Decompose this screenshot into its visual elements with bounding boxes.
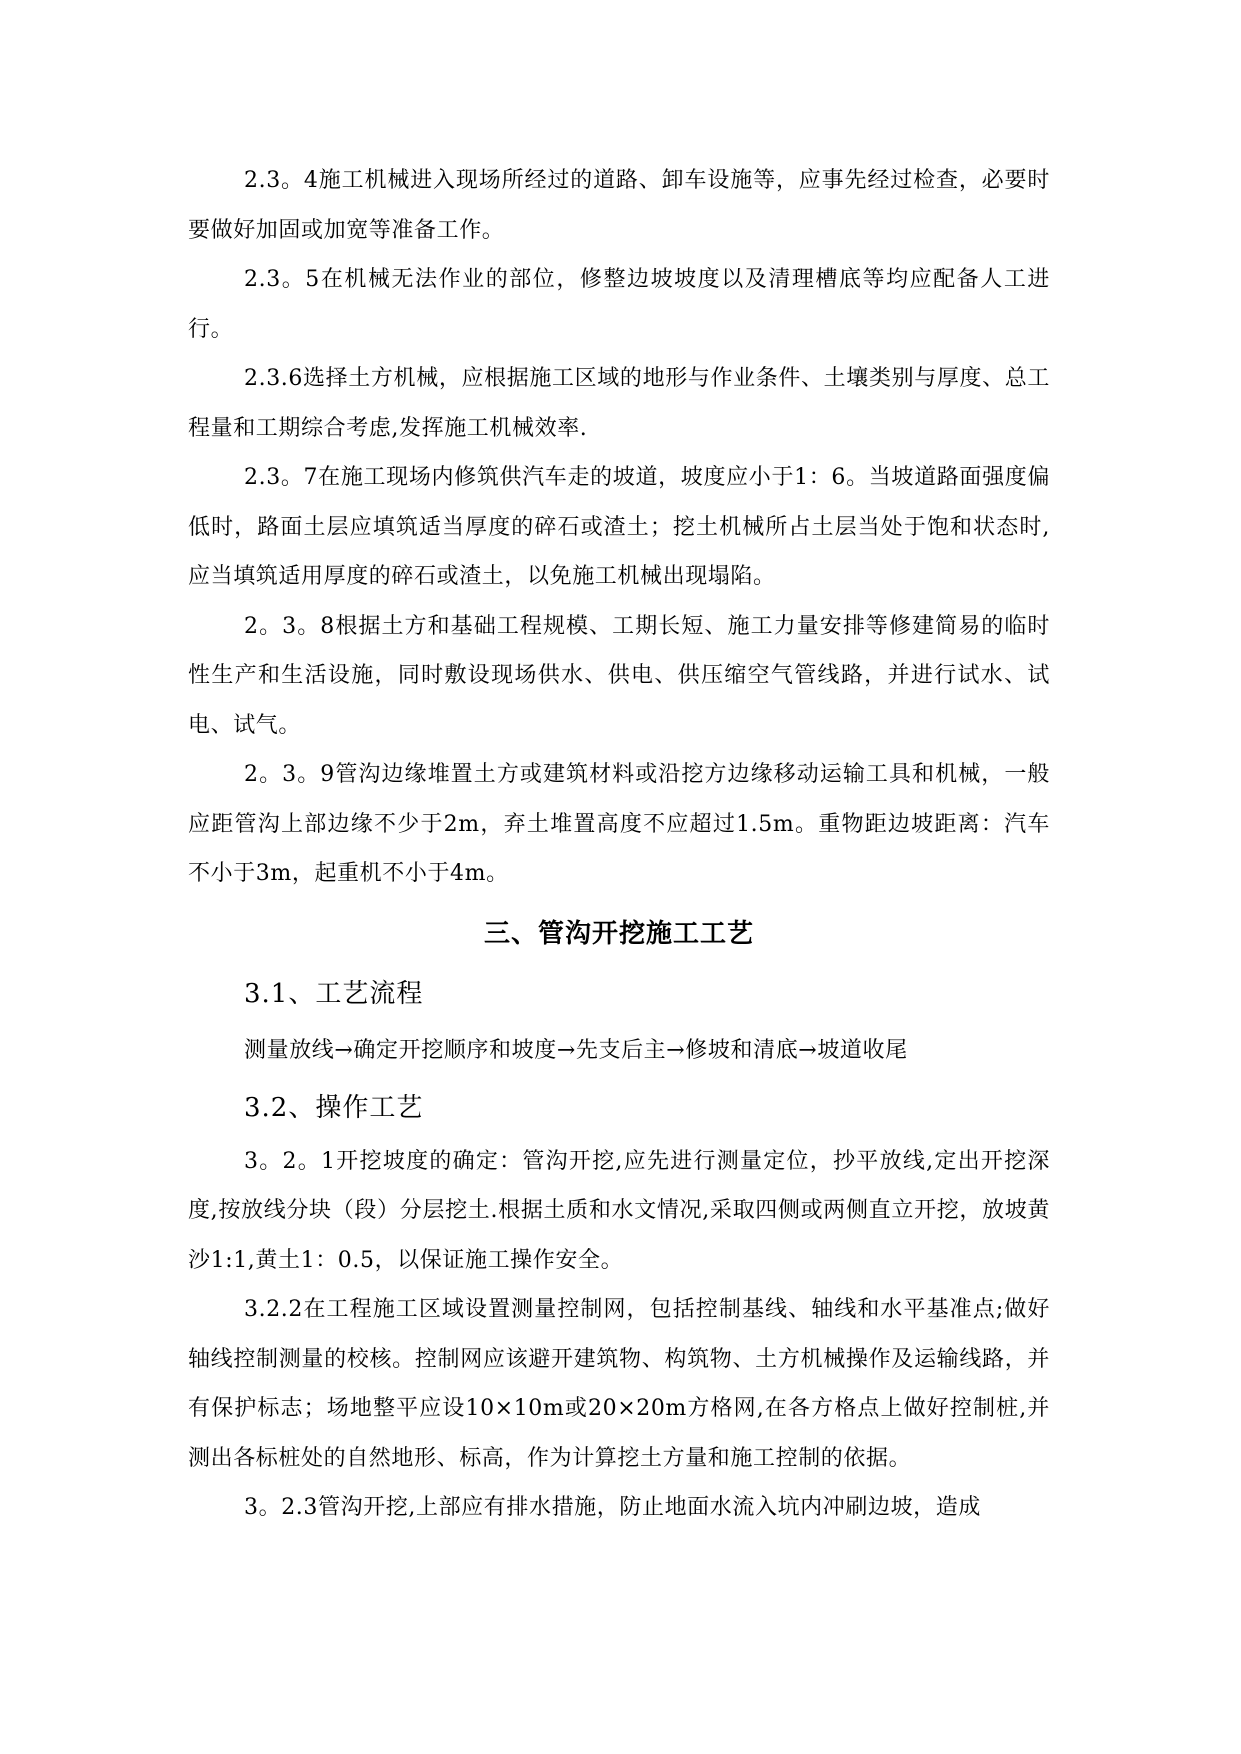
subheading-process-flow: 3.1、工艺流程 [244, 978, 424, 1009]
paragraph-3-2-1: 3。2。1开挖坡度的确定：管沟开挖,应先进行测量定位，抄平放线,定出开挖深度,按放线分块（段）分层挖土.根据土质和水文情况,采取四侧或两侧直立开挖，放坡黄沙1:1,黄土1：0.5，以保证施工操作安全。 [188, 1148, 1050, 1273]
paragraph-2-3-6: 2.3.6选择土方机械，应根据施工区域的地形与作业条件、土壤类别与厚度、总工程量和工期综合考虑,发挥施工机械效率. [188, 366, 1050, 441]
page-body [188, 156, 1050, 1533]
paragraph-3-2-2: 3.2.2在工程施工区域设置测量控制网，包括控制基线、轴线和水平基准点;做好轴线控制测量的校核。控制网应该避开建筑物、构筑物、土方机械操作及运输线路，并有保护标志；场地整平应设10×10m或20×20m方格网,在各方格点上做好控制桩,并测出各标桩处的自然地形、标高，作为计算挖土方量和施工控制的依据。 [188, 1297, 1050, 1471]
subheading-operation: 3.2、操作工艺 [244, 1092, 424, 1123]
paragraph-2-3-4: 2.3。4施工机械进入现场所经过的道路、卸车设施等，应事先经过检查，必要时要做好加固或加宽等准备工作。 [188, 168, 1050, 243]
process-flow-line: 测量放线→确定开挖顺序和坡度→先支后主→修坡和清底→坡道收尾 [244, 1037, 908, 1063]
paragraph-2-3-8: 2。3。8根据土方和基础工程规模、工期长短、施工力量安排等修建简易的临时性生产和生活设施，同时敷设现场供水、供电、供压缩空气管线路，并进行试水、试电、试气。 [188, 613, 1050, 738]
paragraph-2-3-9: 2。3。9管沟边缘堆置土方或建筑材料或沿挖方边缘移动运输工具和机械，一般应距管沟上部边缘不少于2m，弃土堆置高度不应超过1.5m。重物距边坡距离：汽车不小于3m，起重机不小于4m。 [188, 762, 1050, 886]
section-heading: 三、管沟开挖施工工艺 [483, 918, 754, 949]
paragraph-2-3-7: 2.3。7在施工现场内修筑供汽车走的坡道，坡度应小于1：6。当坡道路面强度偏低时，路面土层应填筑适当厚度的碎石或渣土；挖土机械所占土层当处于饱和状态时,应当填筑适用厚度的碎石或渣土，以免施工机械出现塌陷。 [188, 465, 1050, 589]
paragraph-2-3-5: 2.3。5在机械无法作业的部位，修整边坡坡度以及清理槽底等均应配备人工进行。 [188, 267, 1050, 342]
paragraph-3-2-3: 3。2.3管沟开挖,上部应有排水措施，防止地面水流入坑内冲刷边坡，造成 [244, 1495, 981, 1520]
